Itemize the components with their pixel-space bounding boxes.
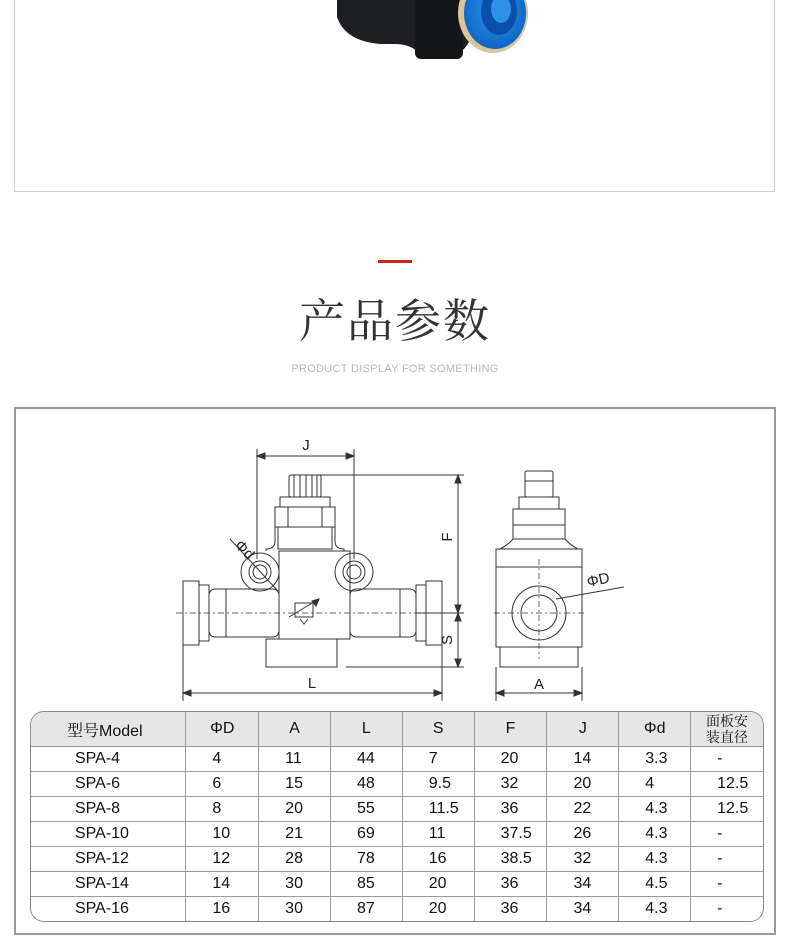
table-cell: 20 [403, 872, 475, 897]
table-cell: 22 [547, 797, 619, 822]
table-cell: 78 [331, 847, 403, 872]
table-row [31, 872, 763, 897]
table-cell: 85 [331, 872, 403, 897]
table-cell: 8 [186, 797, 259, 822]
header-j: J [547, 712, 619, 747]
spec-table [30, 711, 764, 922]
table-cell: 6 [186, 772, 259, 797]
table-cell: 10 [186, 822, 259, 847]
table-cell: 20 [475, 747, 548, 772]
table-cell: 28 [259, 847, 331, 872]
table-cell: 44 [331, 747, 403, 772]
header-f: F [475, 712, 548, 747]
table-header-row [31, 712, 763, 747]
table-cell: 34 [547, 872, 619, 897]
table-cell: 12.5 [691, 797, 763, 822]
table-cell: 11.5 [403, 797, 475, 822]
table-cell: 16 [186, 897, 259, 921]
spec-panel [14, 407, 776, 935]
cell-model: SPA-6 [31, 772, 186, 797]
header-phi-d-small: Φd [619, 712, 691, 747]
table-cell: 48 [331, 772, 403, 797]
cell-model: SPA-16 [31, 897, 186, 921]
table-cell: 20 [403, 897, 475, 921]
header-panel-mount-diameter [691, 712, 763, 747]
dim-label-s: S [439, 634, 456, 646]
table-row [31, 772, 763, 797]
table-cell: - [691, 747, 763, 772]
dim-label-l: L [307, 675, 317, 692]
table-cell: - [691, 847, 763, 872]
table-cell: - [691, 822, 763, 847]
table-cell: 4 [186, 747, 259, 772]
table-cell: 16 [403, 847, 475, 872]
table-cell: 32 [547, 847, 619, 872]
table-row [31, 797, 763, 822]
table-cell: 11 [259, 747, 331, 772]
table-cell: 30 [259, 872, 331, 897]
cell-model: SPA-14 [31, 872, 186, 897]
table-cell: 20 [547, 772, 619, 797]
title-accent-line [378, 260, 412, 263]
table-cell: 14 [186, 872, 259, 897]
table-cell: 11 [403, 822, 475, 847]
dim-label-phi-d-large: ΦD [585, 569, 612, 591]
table-cell: 30 [259, 897, 331, 921]
section-subtitle: PRODUCT DISPLAY FOR SOMETHING [291, 363, 499, 375]
product-photo-frame [14, 0, 775, 192]
table-cell: 4 [619, 772, 691, 797]
product-photo [15, 0, 775, 192]
table-cell: 55 [331, 797, 403, 822]
table-cell: - [717, 900, 723, 917]
table-cell: 21 [259, 822, 331, 847]
table-cell: 37.5 [475, 822, 548, 847]
header-a: A [259, 712, 331, 747]
dim-label-a: A [533, 676, 545, 693]
table-cell: 38.5 [475, 847, 548, 872]
header-panel-line-1: 面板安 [706, 713, 749, 729]
section-title: 产品参数 [299, 294, 491, 348]
table-cell: 36 [475, 872, 548, 897]
cell-model: SPA-10 [31, 822, 186, 847]
header-model: 型号Model [31, 712, 186, 747]
dim-label-phi-d-small: Φd [231, 536, 258, 564]
table-cell: 26 [547, 822, 619, 847]
table-cell: 12 [186, 847, 259, 872]
table-cell: - [691, 872, 763, 897]
table-cell: 34 [547, 897, 619, 921]
table-row [31, 747, 763, 772]
table-cell: 4.3 [619, 847, 691, 872]
table-cell: 36 [475, 897, 548, 921]
table-cell: 4.3 [619, 797, 691, 822]
header-phi-d-large: ΦD [186, 712, 259, 747]
header-s: S [403, 712, 475, 747]
cell-model: SPA-8 [31, 797, 186, 822]
dim-label-j: J [302, 437, 310, 454]
cell-model: SPA-4 [31, 747, 186, 772]
table-row [31, 897, 763, 921]
table-cell: 9.5 [403, 772, 475, 797]
table-cell: 36 [475, 797, 548, 822]
cell-model: SPA-12 [31, 847, 186, 872]
table-cell: 7 [403, 747, 475, 772]
header-l: L [331, 712, 403, 747]
table-cell: 4.3 [619, 822, 691, 847]
table-cell: 14 [547, 747, 619, 772]
table-cell: 32 [475, 772, 548, 797]
table-cell: 20 [259, 797, 331, 822]
table-cell: 3.3 [619, 747, 691, 772]
table-cell: 15 [259, 772, 331, 797]
table-row [31, 847, 763, 872]
table-cell: 87 [331, 897, 403, 921]
header-panel-line-2: 装直径 [706, 729, 749, 745]
technical-drawing [16, 409, 774, 709]
table-cell: 69 [331, 822, 403, 847]
table-cell: 4.5 [619, 872, 691, 897]
dim-label-f: F [439, 532, 456, 542]
table-cell: 4.3 [619, 897, 691, 921]
table-row [31, 822, 763, 847]
table-cell: 12.5 [691, 772, 763, 797]
